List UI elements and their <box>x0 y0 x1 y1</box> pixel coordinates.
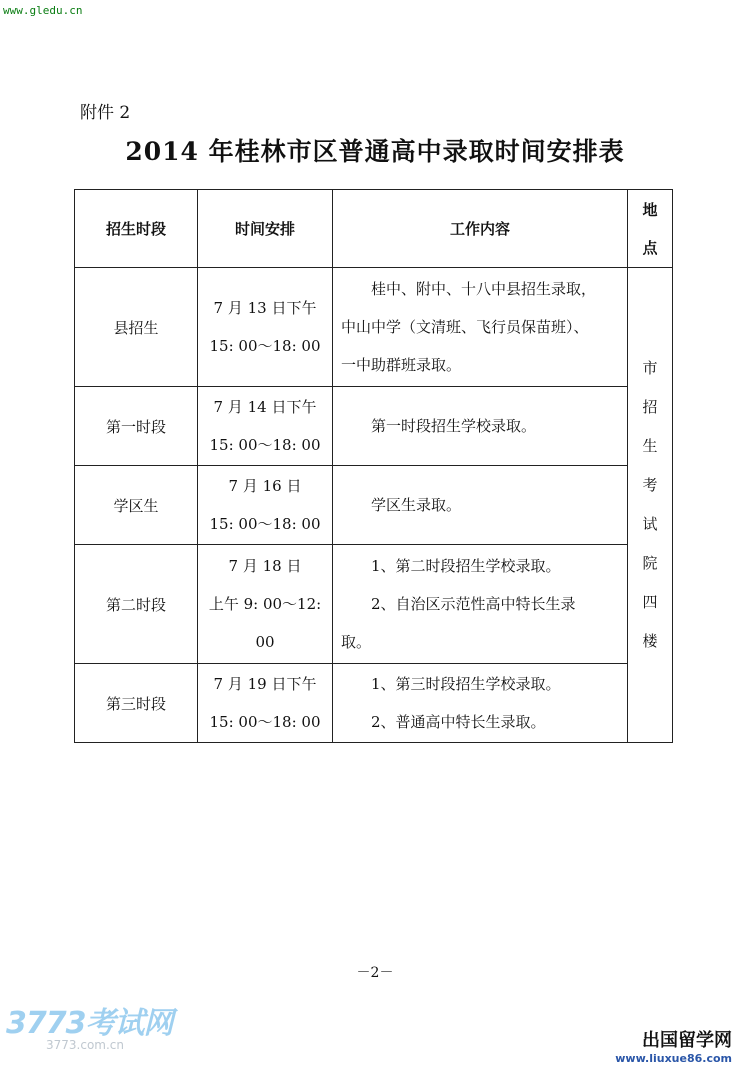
period-cell: 第二时段 <box>75 545 198 664</box>
admission-schedule-table <box>74 189 673 743</box>
location-char: 楼 <box>642 632 658 650</box>
work-cell <box>333 387 628 466</box>
location-char: 考 <box>642 476 658 494</box>
table-row <box>75 466 673 545</box>
watermark-right-brand: 出国留学网 <box>642 1030 732 1051</box>
table-row <box>75 387 673 466</box>
watermark-left-brand: 3773考试网 <box>6 1006 173 1041</box>
time-cell <box>198 466 333 545</box>
watermark-left-url: 3773.com.cn <box>46 1038 124 1052</box>
table-row <box>75 545 673 664</box>
location-cell <box>628 268 673 743</box>
period-cell: 第三时段 <box>75 664 198 743</box>
time-line: 15: 00～18: 00 <box>209 337 321 355</box>
location-char: 生 <box>642 437 658 455</box>
work-line: 学区生录取。 <box>371 496 462 514</box>
time-line: 7 月 19 日下午 <box>213 675 317 693</box>
time-cell <box>198 268 333 387</box>
header-time: 时间安排 <box>198 190 333 268</box>
watermark-logo-left[interactable] <box>6 998 173 1052</box>
attachment-label: 附件 2 <box>80 103 131 123</box>
time-cell <box>198 387 333 466</box>
top-watermark-url[interactable]: www.gledu.cn <box>3 4 83 17</box>
time-line: 7 月 13 日下午 <box>213 299 317 317</box>
location-char: 招 <box>642 398 658 416</box>
header-location-char: 点 <box>642 238 658 257</box>
header-location-char: 地 <box>642 200 658 219</box>
work-line: 1、第二时段招生学校录取。 <box>371 557 561 575</box>
location-char: 试 <box>642 515 658 533</box>
location-char: 院 <box>642 554 658 572</box>
table-row <box>75 664 673 743</box>
location-char: 市 <box>642 359 658 377</box>
time-line: 15: 00～18: 00 <box>209 713 321 731</box>
work-cell <box>333 268 628 387</box>
work-cell <box>333 545 628 664</box>
time-line: 15: 00～18: 00 <box>209 436 321 454</box>
work-line: 2、普通高中特长生录取。 <box>371 713 546 731</box>
header-period: 招生时段 <box>75 190 198 268</box>
table-header-row <box>75 190 673 268</box>
work-cell <box>333 664 628 743</box>
time-line: 7 月 16 日 <box>228 477 302 495</box>
period-cell: 第一时段 <box>75 387 198 466</box>
work-line: 第一时段招生学校录取。 <box>371 417 537 435</box>
work-line: 取。 <box>341 633 372 651</box>
time-line: 上午 9: 00～12: <box>208 595 322 613</box>
header-work: 工作内容 <box>333 190 628 268</box>
watermark-logo-right[interactable] <box>615 1026 732 1065</box>
document-title: 2014 年桂林市区普通高中录取时间安排表 <box>125 137 625 166</box>
location-char: 四 <box>642 593 658 611</box>
work-line: 中山中学（文清班、飞行员保苗班）、 <box>341 318 589 336</box>
work-line: 2、自治区示范性高中特长生录 <box>371 595 576 613</box>
watermark-right-url: www.liuxue86.com <box>615 1052 732 1065</box>
time-cell <box>198 664 333 743</box>
time-line: 00 <box>255 633 275 651</box>
time-line: 7 月 18 日 <box>228 557 302 575</box>
time-cell <box>198 545 333 664</box>
work-line: 桂中、附中、十八中县招生录取， <box>371 280 597 298</box>
time-line: 7 月 14 日下午 <box>213 398 317 416</box>
period-cell: 学区生 <box>75 466 198 545</box>
table-row <box>75 268 673 387</box>
page-number: －2－ <box>356 965 394 981</box>
work-line: 1、第三时段招生学校录取。 <box>371 675 561 693</box>
work-line: 一中助群班录取。 <box>341 356 462 374</box>
header-location <box>628 190 673 268</box>
period-cell: 县招生 <box>75 268 198 387</box>
work-cell <box>333 466 628 545</box>
time-line: 15: 00～18: 00 <box>209 515 321 533</box>
